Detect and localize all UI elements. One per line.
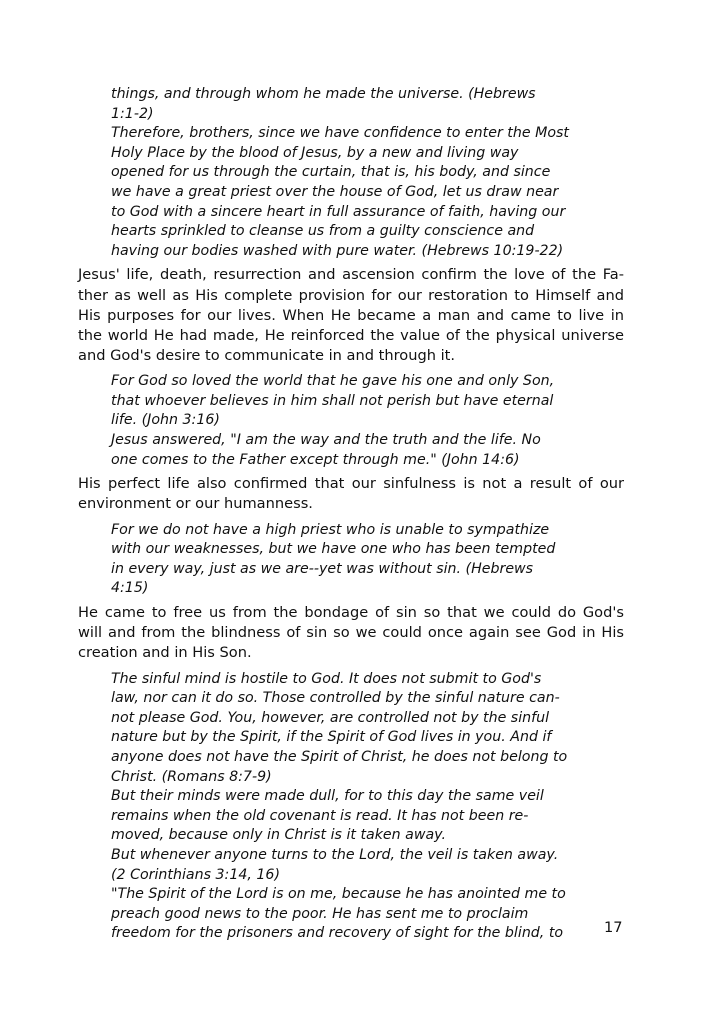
quote-line: Jesus answered, "I am the way and the truth and the life. No (111, 432, 541, 449)
paragraph-line: Jesus' life, death, resurrection and ascension confirm the love of the Fa- (78, 266, 624, 284)
body-paragraph-perfect-life (78, 474, 624, 514)
quote-line: having our bodies washed with pure water. (Hebrews 10:19-22) (111, 242, 564, 259)
quote-line: Holy Place by the blood of Jesus, by a new and living way (111, 144, 519, 161)
quote-line: "The Spirit of the Lord is on me, because he has anointed me to (111, 886, 566, 903)
body-paragraph-free-from-sin (78, 603, 624, 664)
quote-line: 1:1-2) (111, 105, 154, 122)
paragraph-line: His purposes for our lives. When He became a man and came to live in (78, 306, 624, 324)
quote-line: For God so loved the world that he gave his one and only Son, (111, 373, 555, 390)
quote-line: life. (John 3:16) (111, 412, 220, 429)
quote-line: moved, because only in Christ is it taken away. (111, 827, 446, 844)
quote-line: with our weaknesses, but we have one who has been tempted (111, 541, 556, 558)
paragraph-line: ther as well as His complete provision for our restoration to Himself and (78, 286, 624, 304)
quote-line: to God with a sincere heart in full assurance of faith, having our (111, 203, 566, 220)
quote-line: Therefore, brothers, since we have confidence to enter the Most (111, 125, 569, 142)
paragraph-line: the world He had made, He reinforced the value of the physical universe (78, 326, 624, 344)
quote-line: The sinful mind is hostile to God. It does not submit to God's (111, 670, 542, 687)
quote-line: nature but by the Spirit, if the Spirit of God lives in you. And if (111, 729, 552, 746)
quote-line: that whoever believes in him shall not perish but have eternal (111, 392, 554, 409)
paragraph-line: He came to free us from the bondage of sin so that we could do God's (78, 604, 624, 621)
quote-line: we have a great priest over the house of God, let us draw near (111, 183, 559, 200)
body-paragraph-love-of-father (78, 265, 624, 366)
quote-line: in every way, just as we are--yet was without sin. (Hebrews (111, 560, 534, 577)
quote-line: not please God. You, however, are controlled not by the sinful (111, 709, 550, 726)
quote-line: freedom for the prisoners and recovery of sight for the blind, to (111, 925, 564, 942)
quote-line: But whenever anyone turns to the Lord, the veil is taken away. (111, 846, 559, 863)
quote-line: preach good news to the poor. He has sent me to proclaim (111, 905, 529, 922)
quote-line: For we do not have a high priest who is unable to sympathize (111, 521, 550, 538)
paragraph-line: will and from the blindness of sin so we could once again see God in His (78, 624, 624, 642)
page-number: 17 (604, 919, 623, 936)
quote-line: anyone does not have the Spirit of Christ, he does not belong to (111, 748, 568, 765)
quote-line: Christ. (Romans 8:7-9) (111, 768, 272, 785)
quote-line: one comes to the Father except through me." (John 14:6) (111, 451, 520, 468)
paragraph-line: environment or our humanness. (78, 495, 313, 513)
quote-line: things, and through whom he made the universe. (Hebrews (111, 86, 536, 102)
quote-line: But their minds were made dull, for to this day the same veil (111, 788, 544, 805)
scripture-quote-john (111, 372, 624, 470)
scripture-quote-hebrews-4 (111, 521, 624, 599)
quote-line: law, nor can it do so. Those controlled by the sinful nature can- (111, 690, 560, 707)
scripture-quote-romans-corinthians (111, 670, 624, 944)
quote-line: 4:15) (111, 580, 149, 597)
paragraph-line: and God's desire to communicate in and through it. (78, 347, 456, 365)
document-page (78, 85, 624, 944)
quote-line: remains when the old covenant is read. It has not been re- (111, 807, 529, 824)
paragraph-line: His perfect life also confirmed that our sinfulness is not a result of our (78, 475, 624, 493)
quote-line: (2 Corinthians 3:14, 16) (111, 866, 280, 883)
quote-line: hearts sprinkled to cleanse us from a guilty conscience and (111, 223, 535, 240)
paragraph-line: creation and in His Son. (78, 644, 252, 662)
quote-line: opened for us through the curtain, that is, his body, and since (111, 164, 551, 181)
scripture-quote-hebrews (111, 85, 624, 261)
